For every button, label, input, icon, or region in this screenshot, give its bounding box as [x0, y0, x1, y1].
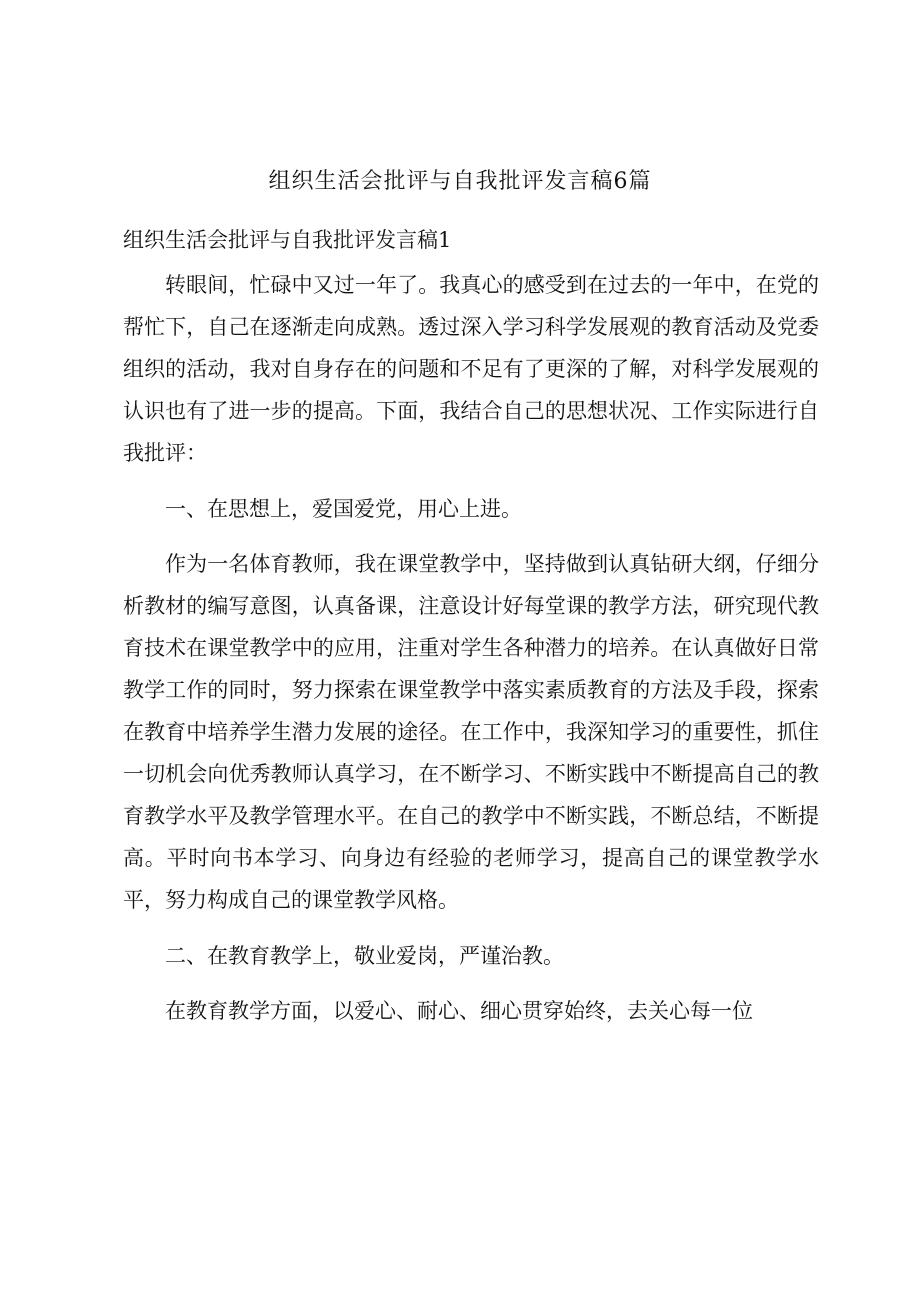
paragraph-heading-one: 一、在思想上，爱国爱党，用心上进。 — [165, 496, 522, 521]
document-body — [123, 264, 819, 1046]
paragraph-intro: 转眼间，忙碌中又过一年了。我真心的感受到在过去的一年中，在党的帮忙下，自己在逐渐走向成熟。透过深入学习科学发展观的教育活动及党委组织的活动，我对自身存在的问题和不足有了更深的了解，对科学发展观的认识也有了进一步的提高。下面，我结合自己的思想状况、工作实际进行自我批评： — [123, 273, 819, 465]
document-title: 组织生活会批评与自我批评发言稿6篇 — [268, 169, 652, 194]
section-heading: 组织生活会批评与自我批评发言稿1 — [123, 228, 452, 252]
paragraph-heading-two: 二、在教育教学上，敬业爱岗，严谨治教。 — [165, 943, 564, 968]
paragraph-education: 在教育教学方面，以爱心、耐心、细心贯穿始终，去关心每一位 — [165, 999, 753, 1024]
paragraph-teaching: 作为一名体育教师，我在课堂教学中，坚持做到认真钻研大纲，仔细分析教材的编写意图，认真备课，注意设计好每堂课的教学方法，研究现代教育技术在课堂教学中的应用，注重对学生各种潜力的培养。在认真做好日常教学工作的同时，努力探索在课堂教学中落实素质教育的方法及手段，探索在教育中培养学生潜力发展的途径。在工作中，我深知学习的重要性，抓住一切机会向优秀教师认真学习，在不断学习、不断实践中不断提高自己的教育教学水平及教学管理水平。在自己的教学中不断实践，不断总结，不断提高。平时向书本学习、向身边有经验的老师学习，提高自己的课堂教学水平，努力构成自己的课堂教学风格。 — [123, 552, 819, 913]
